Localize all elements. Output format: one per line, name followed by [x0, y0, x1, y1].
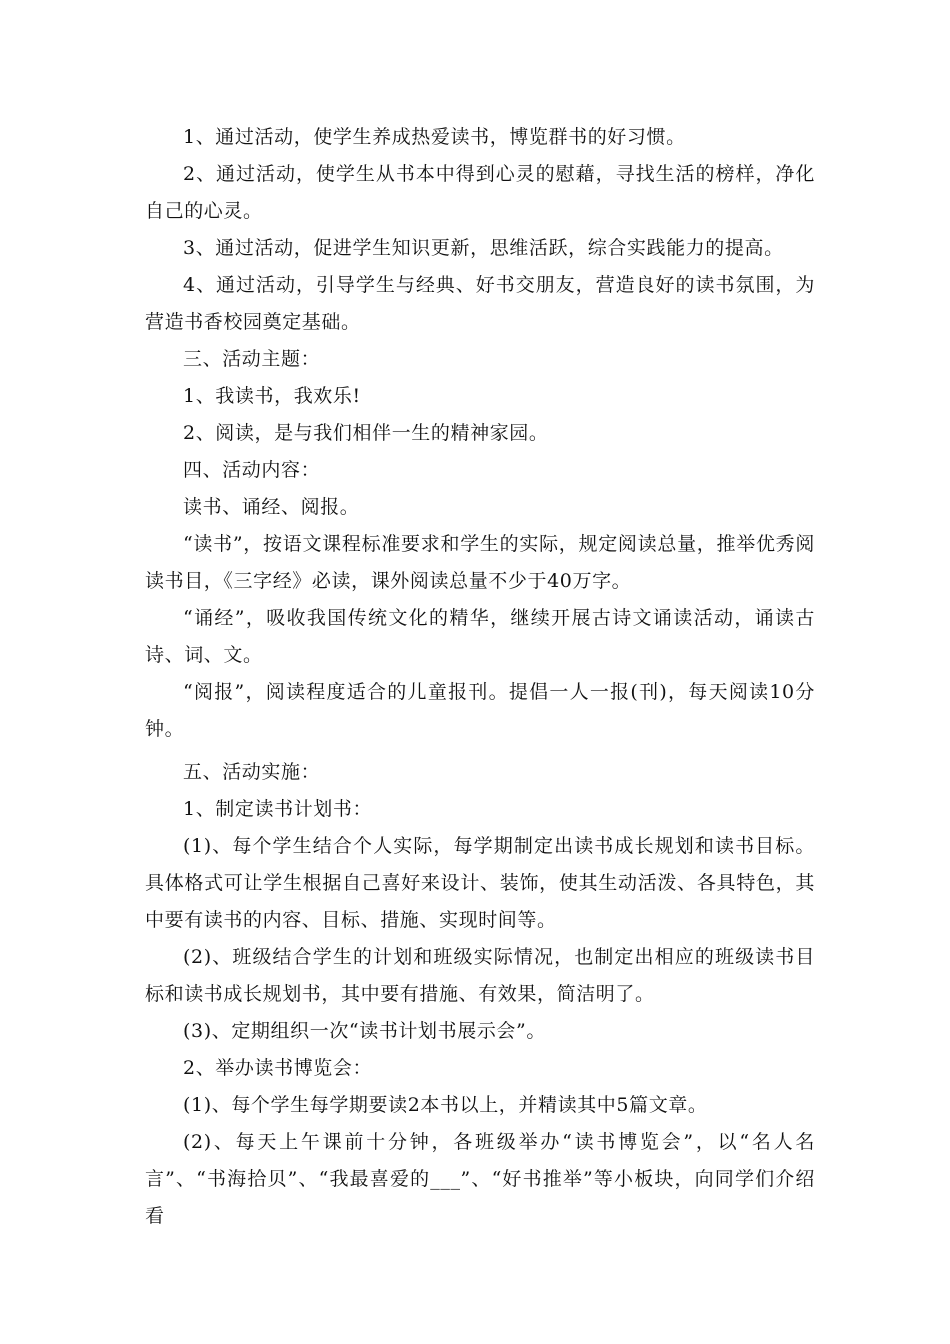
- subsection-heading: 2、举办读书博览会：: [183, 1057, 373, 1079]
- paragraph: 读书、诵经、阅报。: [183, 496, 360, 518]
- paragraph: “读书”，按语文课程标准要求和学生的实际，规定阅读总量，推举优秀阅读书目，《三字经》必读，课外阅读总量不少于40万字。: [145, 533, 815, 592]
- subsection-heading: 1、制定读书计划书：: [183, 798, 373, 820]
- paragraph: (3)、定期组织一次“读书计划书展示会”。: [183, 1020, 546, 1042]
- paragraph: 2、通过活动，使学生从书本中得到心灵的慰藉，寻找生活的榜样，净化自己的心灵。: [145, 163, 815, 222]
- paragraph: (2)、班级结合学生的计划和班级实际情况，也制定出相应的班级读书目标和读书成长规划书，其中要有措施、有效果，简洁明了。: [145, 946, 815, 1005]
- paragraph: 1、通过活动，使学生养成热爱读书，博览群书的好习惯。: [183, 126, 686, 148]
- paragraph: (2)、每天上午课前十分钟，各班级举办“读书博览会”，以“名人名言”、“书海拾贝”、“我最喜爱的___”、“好书推举”等小板块，向同学们介绍看: [145, 1131, 815, 1227]
- paragraph: (1)、每个学生结合个人实际，每学期制定出读书成长规划和读书目标。具体格式可让学生根据自己喜好来设计、装饰，使其生动活泼、各具特色，其中要有读书的内容、目标、措施、实现时间等。: [145, 835, 815, 931]
- section-heading: 三、活动主题：: [183, 348, 321, 370]
- paragraph: (1)、每个学生每学期要读2本书以上，并精读其中5篇文章。: [183, 1094, 708, 1116]
- paragraph: 3、通过活动，促进学生知识更新，思维活跃，综合实践能力的提高。: [183, 237, 784, 259]
- paragraph: “阅报”，阅读程度适合的儿童报刊。提倡一人一报(刊)，每天阅读10分钟。: [145, 681, 815, 740]
- paragraph: 2、阅读，是与我们相伴一生的精神家园。: [183, 422, 549, 444]
- section-heading: 四、活动内容：: [183, 459, 321, 481]
- paragraph: 4、通过活动，引导学生与经典、好书交朋友，营造良好的读书氛围，为营造书香校园奠定基础。: [145, 274, 815, 333]
- paragraph: 1、我读书，我欢乐!: [183, 385, 361, 407]
- document-body: [145, 119, 815, 1235]
- section-heading: 五、活动实施：: [183, 761, 321, 783]
- paragraph: “诵经”，吸收我国传统文化的精华，继续开展古诗文诵读活动，诵读古诗、词、文。: [145, 607, 815, 666]
